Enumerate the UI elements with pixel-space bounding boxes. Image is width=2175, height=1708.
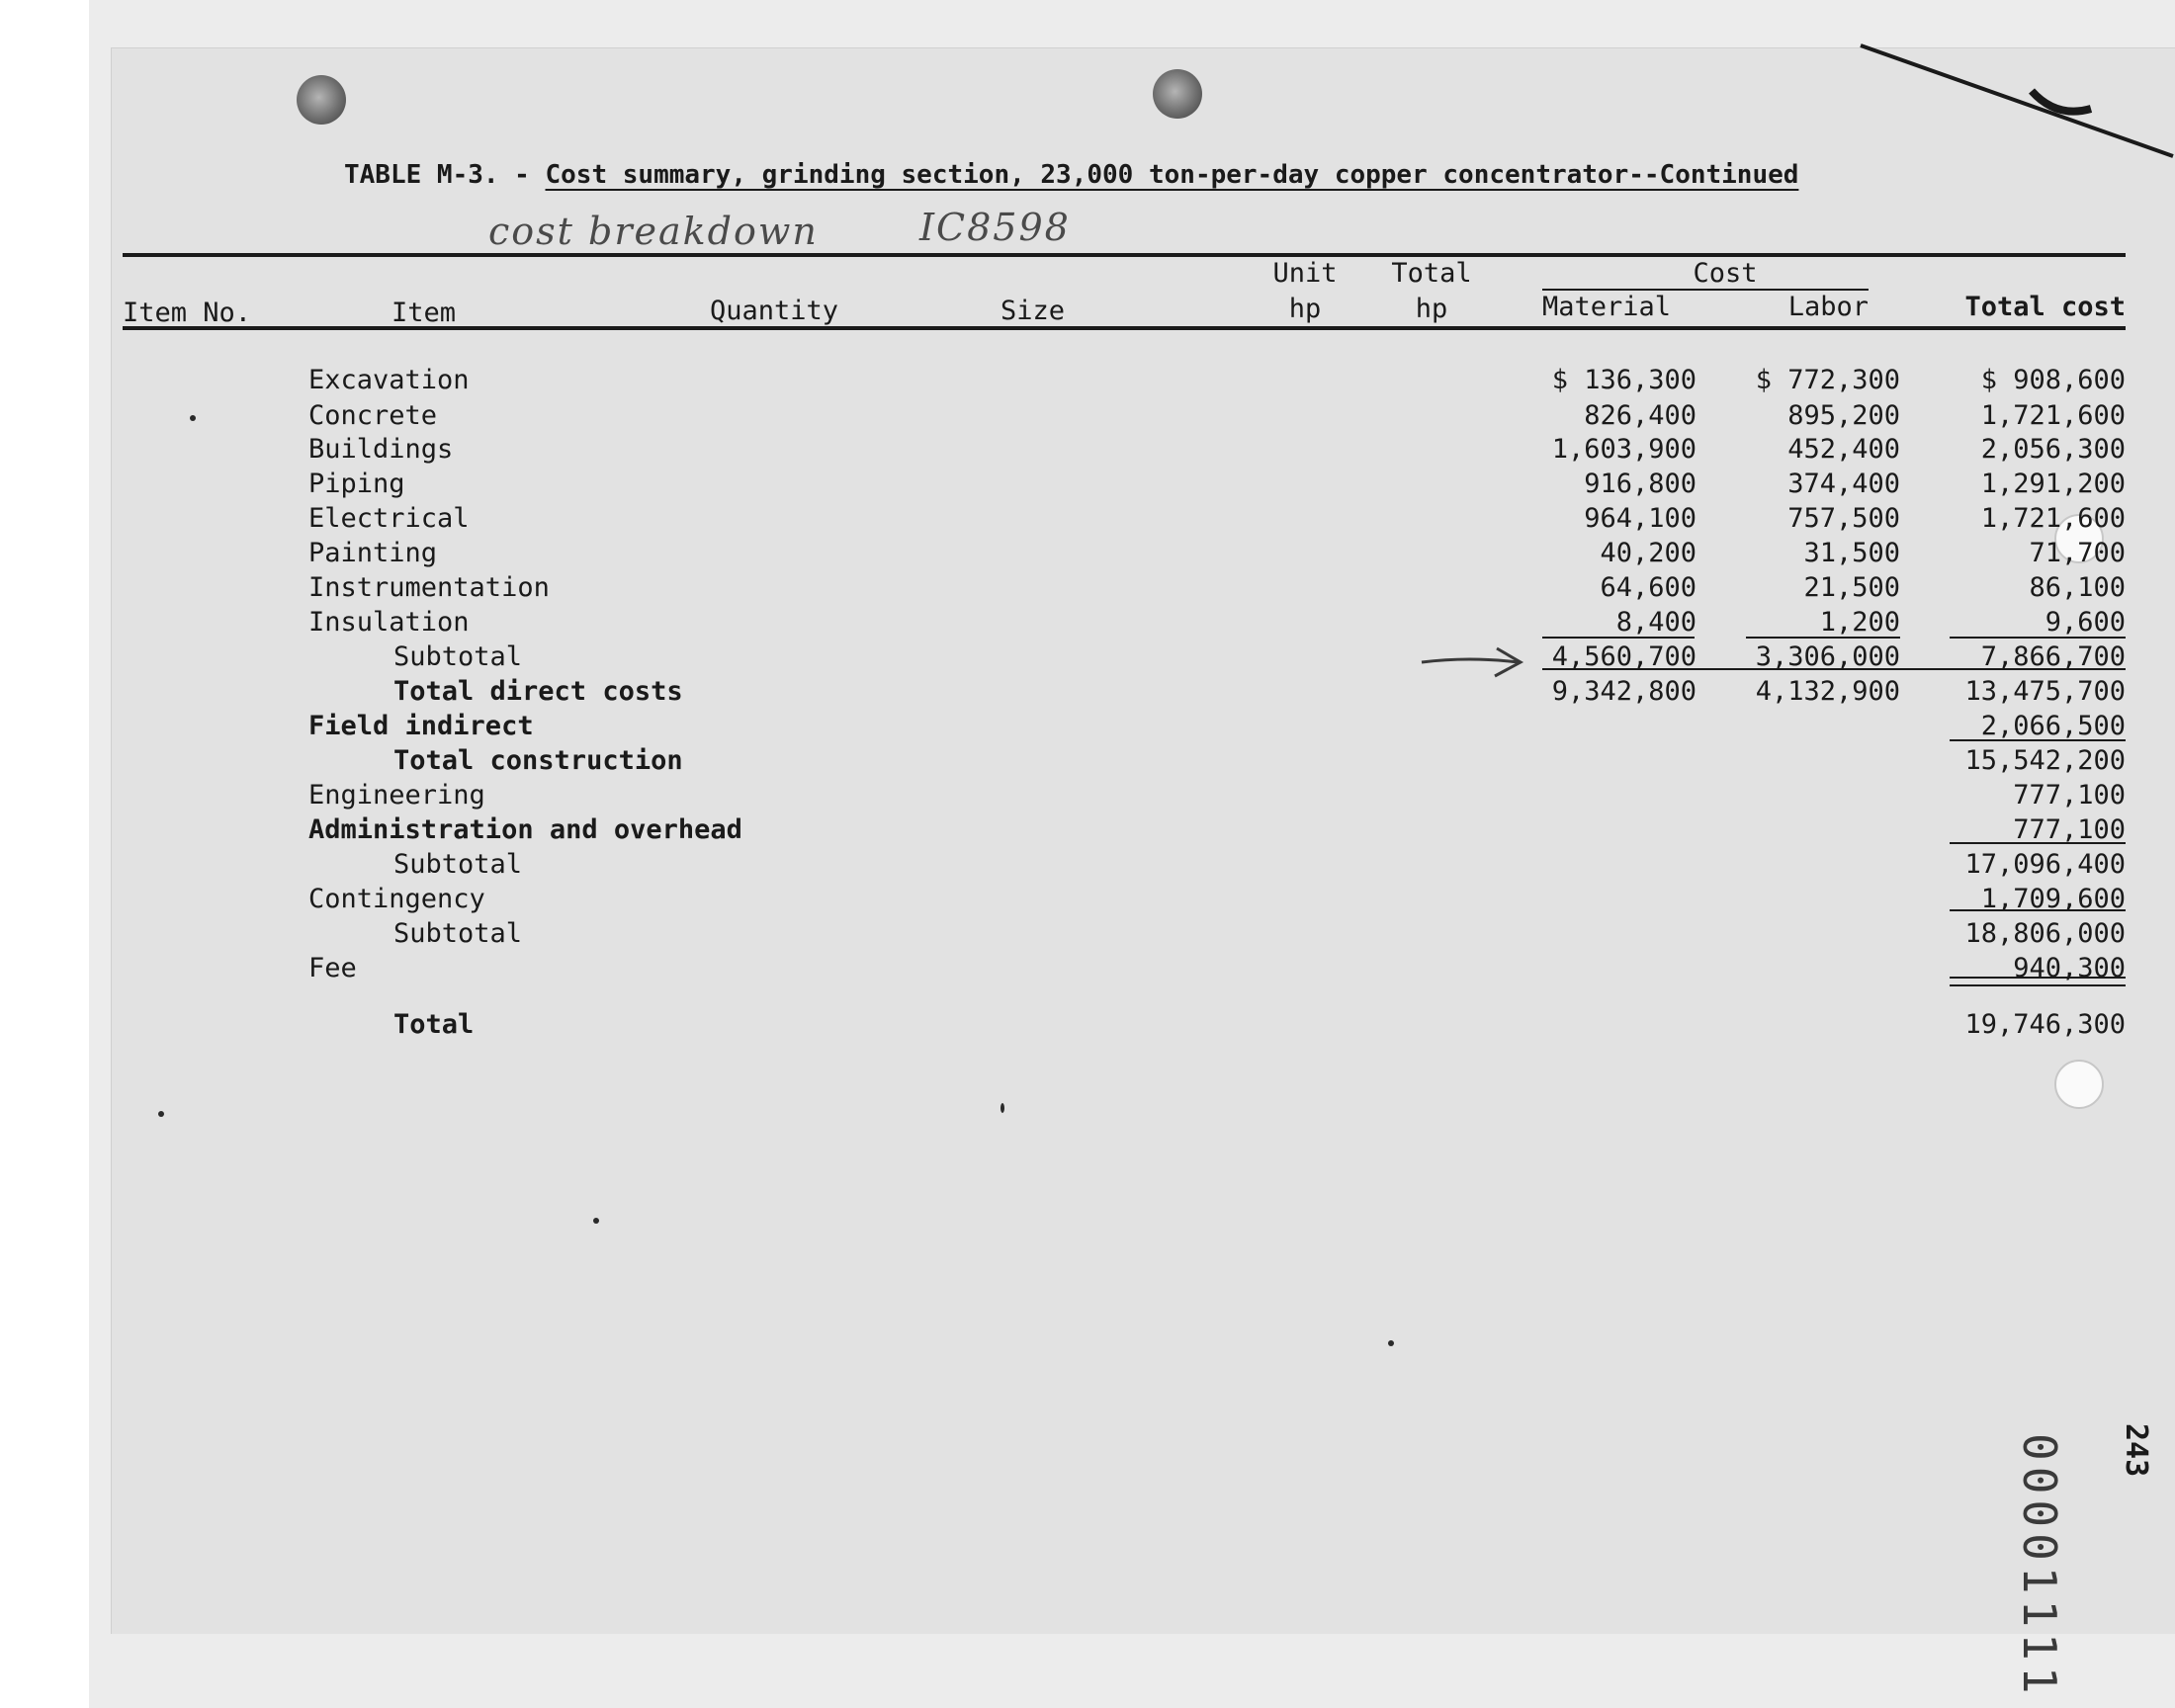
row-total-cost: 777,100: [2013, 814, 2126, 845]
scan-speck: [1388, 1340, 1394, 1346]
row-total-cost: $ 908,600: [1980, 365, 2126, 395]
row-total-cost: 1,721,600: [1980, 503, 2126, 534]
row-item-label: Total direct costs: [393, 676, 683, 707]
row-labor-cost: $ 772,300: [1755, 365, 1900, 395]
header-total-hp-line1: Total: [1391, 258, 1472, 289]
row-labor-cost: 21,500: [1803, 572, 1900, 603]
row-material-cost: 916,800: [1584, 469, 1696, 499]
row-item-label: Piping: [308, 469, 405, 499]
row-total-cost: 18,806,000: [1964, 918, 2126, 949]
row-material-cost: 40,200: [1600, 538, 1696, 568]
row-item-label: Subtotal: [393, 641, 523, 672]
row-material-cost: 1,603,900: [1551, 434, 1696, 465]
handwritten-note-ic-number: IC8598: [919, 206, 1071, 249]
paper-corner-mark: [1859, 40, 2175, 168]
field-indirect-rule: [1950, 739, 2126, 741]
row-total-cost: 1,721,600: [1980, 400, 2126, 431]
handwritten-arrow-icon: [1420, 642, 1528, 682]
header-item: Item: [392, 298, 457, 328]
subtotal-rule-labor: [1746, 637, 1900, 639]
header-cost: Cost: [1693, 258, 1758, 289]
direct-costs-rule: [1542, 668, 2126, 670]
header-unit-hp-line2: hp: [1288, 294, 1322, 324]
row-item-label: Field indirect: [308, 711, 534, 741]
scan-speck: [158, 1111, 164, 1117]
fee-rule-1: [1950, 977, 2126, 979]
header-unit-hp-line1: Unit: [1272, 258, 1338, 289]
scan-speck: [1000, 1103, 1004, 1113]
row-item-label: Engineering: [308, 780, 485, 811]
row-item-label: Total: [393, 1009, 475, 1040]
row-total-cost: 1,709,600: [1980, 884, 2126, 914]
scan-margin: [0, 0, 89, 1708]
row-total-cost: 17,096,400: [1964, 849, 2126, 880]
punch-hole-left: [297, 75, 346, 125]
row-material-cost: 8,400: [1615, 607, 1696, 638]
row-total-cost: 777,100: [2013, 780, 2126, 811]
table-title-text: Cost summary, grinding section, 23,000 ton-per-day copper concentrator--Continued: [545, 160, 1799, 190]
row-item-label: Buildings: [308, 434, 454, 465]
row-item-label: Excavation: [308, 365, 470, 395]
row-material-cost: 4,560,700: [1551, 641, 1696, 672]
row-labor-cost: 1,200: [1819, 607, 1900, 638]
row-item-label: Subtotal: [393, 849, 523, 880]
header-total-cost: Total cost: [1964, 292, 2126, 322]
row-total-cost: 2,056,300: [1980, 434, 2126, 465]
row-item-label: Contingency: [308, 884, 485, 914]
subtotal-rule-total: [1950, 637, 2126, 639]
row-labor-cost: 3,306,000: [1755, 641, 1900, 672]
row-total-cost: 2,066,500: [1980, 711, 2126, 741]
header-quantity: Quantity: [710, 296, 839, 326]
row-item-label: Fee: [308, 953, 357, 983]
contingency-rule: [1950, 909, 2126, 911]
header-material: Material: [1542, 292, 1672, 322]
punch-hole-right-lower: [2054, 1060, 2104, 1109]
row-material-cost: 826,400: [1584, 400, 1696, 431]
row-item-label: Concrete: [308, 400, 438, 431]
row-material-cost: $ 136,300: [1551, 365, 1696, 395]
row-item-label: Instrumentation: [308, 572, 550, 603]
row-total-cost: 9,600: [2044, 607, 2126, 638]
header-total-hp-line2: hp: [1415, 294, 1448, 324]
header-item-no: Item No.: [123, 298, 252, 328]
header-labor: Labor: [1787, 292, 1869, 322]
fee-rule-2: [1950, 984, 2126, 986]
row-total-cost: 86,100: [2029, 572, 2126, 603]
row-material-cost: 9,342,800: [1551, 676, 1696, 707]
header-top-rule: [123, 253, 2126, 257]
archive-stamp-number: 00001111: [2013, 1433, 2066, 1700]
header-size: Size: [1000, 296, 1066, 326]
row-item-label: Insulation: [308, 607, 470, 638]
row-material-cost: 964,100: [1584, 503, 1696, 534]
row-labor-cost: 757,500: [1787, 503, 1900, 534]
row-labor-cost: 31,500: [1803, 538, 1900, 568]
table-title: [344, 160, 1798, 190]
row-item-label: Subtotal: [393, 918, 523, 949]
row-total-cost: 71,700: [2029, 538, 2126, 568]
row-total-cost: 1,291,200: [1980, 469, 2126, 499]
row-labor-cost: 895,200: [1787, 400, 1900, 431]
scan-speck: [593, 1218, 599, 1224]
row-item-label: Administration and overhead: [308, 814, 742, 845]
row-item-label: Painting: [308, 538, 438, 568]
row-total-cost: 7,866,700: [1980, 641, 2126, 672]
row-total-cost: 19,746,300: [1964, 1009, 2126, 1040]
row-total-cost: 13,475,700: [1964, 676, 2126, 707]
subtotal-rule-material: [1542, 637, 1695, 639]
scan-speck: [190, 415, 196, 421]
row-total-cost: 15,542,200: [1964, 745, 2126, 776]
row-material-cost: 64,600: [1600, 572, 1696, 603]
row-item-label: Total construction: [393, 745, 683, 776]
punch-hole-center: [1153, 69, 1202, 119]
admin-overhead-rule: [1950, 842, 2126, 844]
row-total-cost: 940,300: [2013, 953, 2126, 983]
cost-header-rule: [1542, 289, 1869, 291]
page-number: 243: [2119, 1423, 2153, 1478]
row-item-label: Electrical: [308, 503, 470, 534]
row-labor-cost: 374,400: [1787, 469, 1900, 499]
row-labor-cost: 4,132,900: [1755, 676, 1900, 707]
handwritten-note-cost-breakdown: cost breakdown: [488, 210, 819, 253]
table-title-prefix: TABLE M-3. -: [344, 160, 546, 190]
row-labor-cost: 452,400: [1787, 434, 1900, 465]
